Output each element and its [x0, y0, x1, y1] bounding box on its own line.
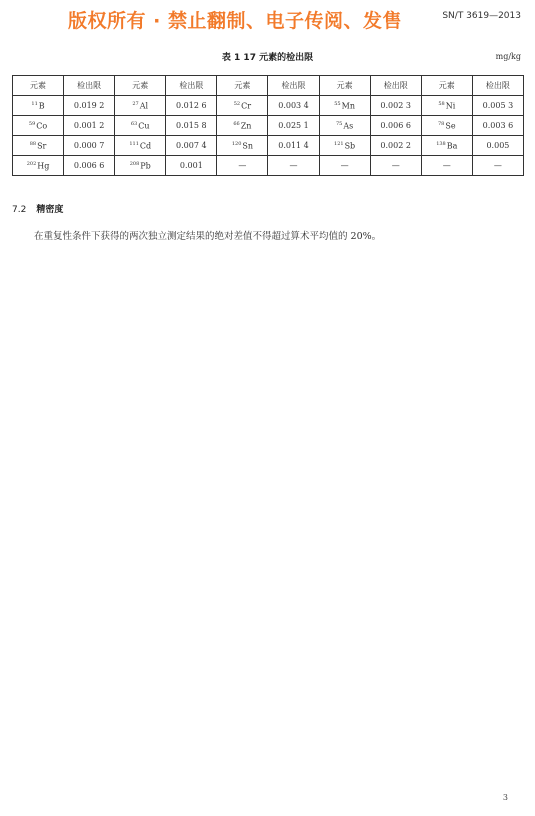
limit-cell: 0.000 7	[64, 136, 115, 156]
standard-code: SN/T 3619—2013	[442, 11, 521, 21]
table-unit: mg/kg	[495, 52, 521, 61]
column-header: 检出限	[472, 76, 523, 96]
empty-cell: —	[217, 156, 268, 176]
limit-cell: 0.006 6	[64, 156, 115, 176]
element-cell: $^{88}$Sr	[13, 136, 64, 156]
section-heading	[12, 202, 63, 215]
element-cell: $^{138}$Ba	[421, 136, 472, 156]
table-row	[13, 156, 524, 176]
column-header: 检出限	[64, 76, 115, 96]
element-cell: $^{11}$B	[13, 96, 64, 116]
section-paragraph: 在重复性条件下获得的两次独立测定结果的绝对差值不得超过算术平均值的 20%。	[34, 231, 382, 242]
element-cell: $^{111}$Cd	[115, 136, 166, 156]
element-cell: $^{66}$Zn	[217, 116, 268, 136]
table-row	[13, 96, 524, 116]
element-cell: $^{58}$Ni	[421, 96, 472, 116]
limit-cell: 0.001 2	[64, 116, 115, 136]
element-cell: $^{55}$Mn	[319, 96, 370, 116]
limit-cell: 0.003 4	[268, 96, 319, 116]
column-header: 元素	[13, 76, 64, 96]
empty-cell: —	[268, 156, 319, 176]
limit-cell: 0.015 8	[166, 116, 217, 136]
element-cell: $^{52}$Cr	[217, 96, 268, 116]
element-cell: $^{208}$Pb	[115, 156, 166, 176]
empty-cell: —	[472, 156, 523, 176]
element-cell: $^{121}$Sb	[319, 136, 370, 156]
limit-cell: 0.025 1	[268, 116, 319, 136]
detection-limit-table	[12, 75, 524, 176]
table-row	[13, 116, 524, 136]
limit-cell: 0.012 6	[166, 96, 217, 116]
limit-cell: 0.001	[166, 156, 217, 176]
column-header: 元素	[421, 76, 472, 96]
element-cell: $^{202}$Hg	[13, 156, 64, 176]
empty-cell: —	[319, 156, 370, 176]
empty-cell: —	[370, 156, 421, 176]
element-cell: $^{63}$Cu	[115, 116, 166, 136]
limit-cell: 0.005	[472, 136, 523, 156]
limit-cell: 0.006 6	[370, 116, 421, 136]
limit-cell: 0.005 3	[472, 96, 523, 116]
section-title: 精密度	[36, 205, 64, 215]
limit-cell: 0.011 4	[268, 136, 319, 156]
column-header: 元素	[319, 76, 370, 96]
limit-cell: 0.003 6	[472, 116, 523, 136]
limit-cell: 0.002 2	[370, 136, 421, 156]
page-number: 3	[502, 793, 508, 802]
element-cell: $^{78}$Se	[421, 116, 472, 136]
column-header: 检出限	[166, 76, 217, 96]
column-header: 检出限	[370, 76, 421, 96]
empty-cell: —	[421, 156, 472, 176]
column-header: 元素	[217, 76, 268, 96]
table-header-row	[13, 76, 524, 96]
column-header: 元素	[115, 76, 166, 96]
watermark-text: 版权所有 · 禁止翻制、电子传阅、发售	[68, 10, 402, 32]
limit-cell: 0.019 2	[64, 96, 115, 116]
element-cell: $^{27}$Al	[115, 96, 166, 116]
table-row	[13, 136, 524, 156]
element-cell: $^{75}$As	[319, 116, 370, 136]
column-header: 检出限	[268, 76, 319, 96]
section-number: 7.2	[12, 205, 27, 215]
element-cell: $^{120}$Sn	[217, 136, 268, 156]
table-title: 表 1 17 元素的检出限	[221, 53, 314, 63]
limit-cell: 0.007 4	[166, 136, 217, 156]
limit-cell: 0.002 3	[370, 96, 421, 116]
element-cell: $^{59}$Co	[13, 116, 64, 136]
